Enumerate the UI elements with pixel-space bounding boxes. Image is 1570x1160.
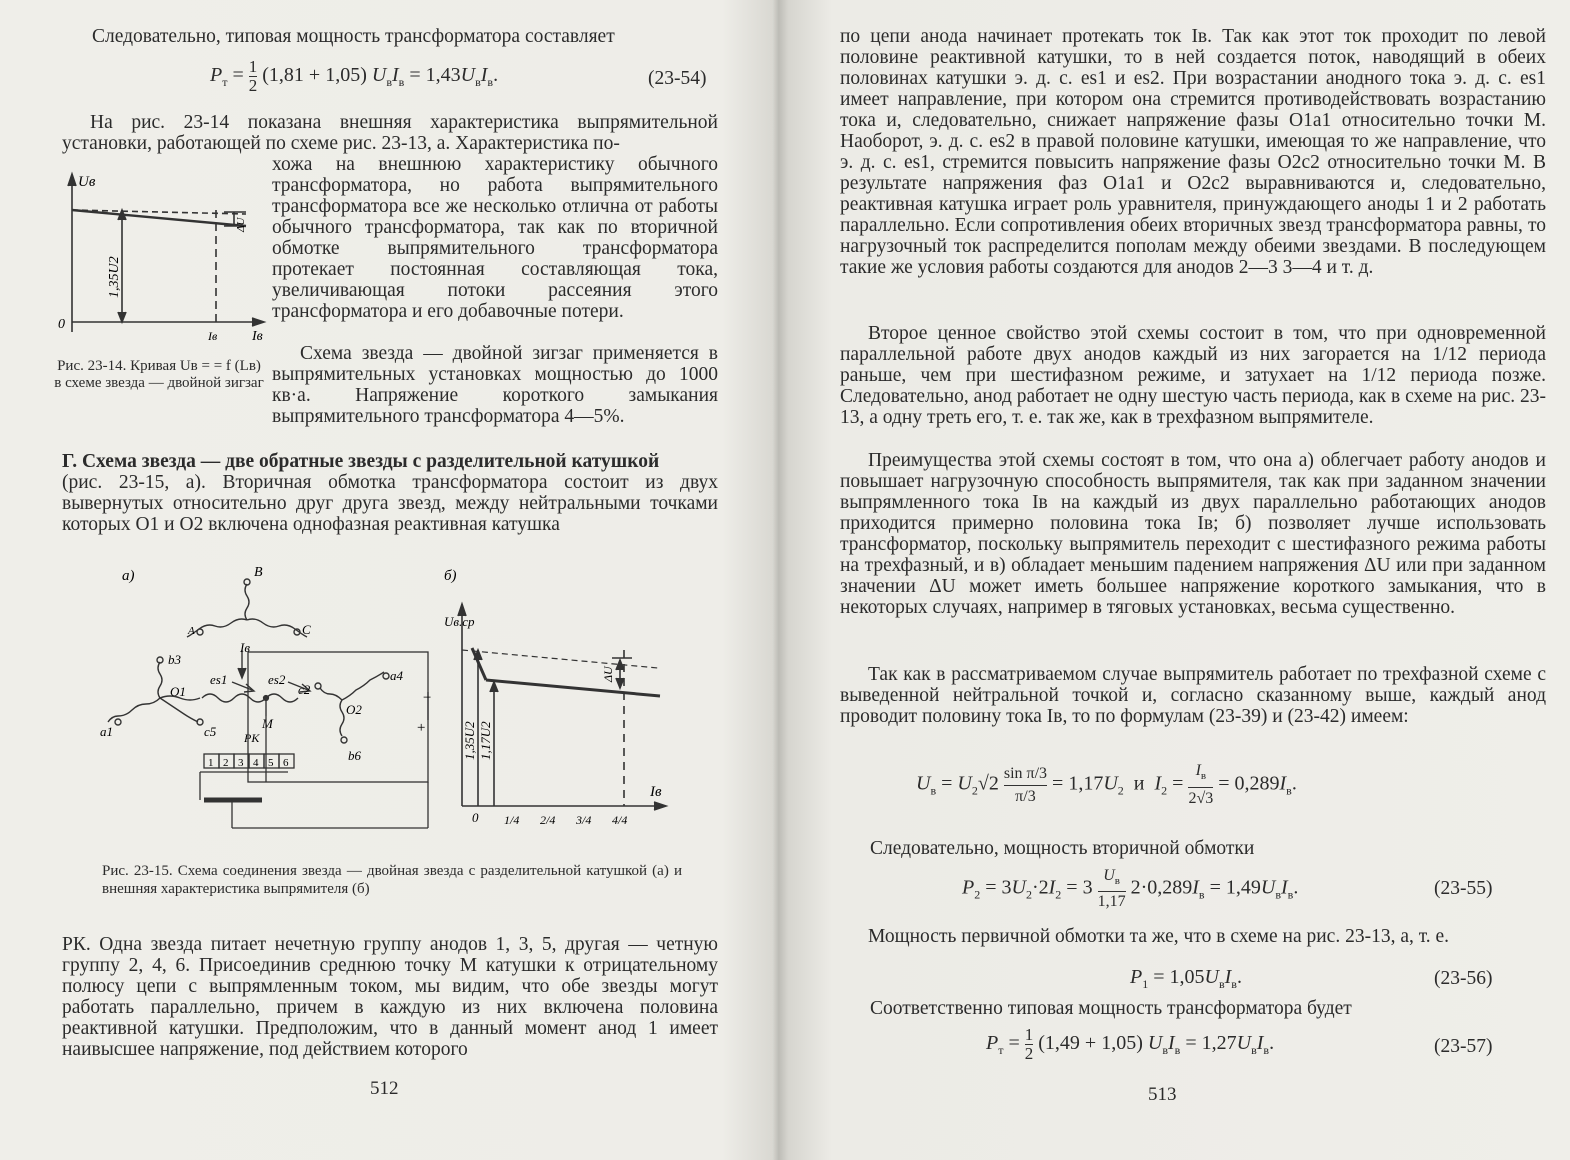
- origin-label: 0: [58, 317, 65, 332]
- anode-5: 5: [268, 757, 274, 769]
- tick-3: 3/4: [576, 813, 592, 827]
- b-delta: ΔU: [601, 666, 615, 682]
- label-b: б): [444, 568, 457, 584]
- equation-23-57: $P_т$ = $\frac{1}{2}$ (1,49 + 1,05) $U_вI_в = 1,27U_вI_в$.: [986, 1025, 1275, 1063]
- anode-blocks: [204, 754, 294, 769]
- x-mark: Iв: [208, 329, 218, 343]
- equation-number: (23-54): [648, 68, 707, 89]
- anode-4: 4: [253, 757, 259, 769]
- svg-text:B: B: [254, 565, 263, 580]
- paragraph-double-star: (рис. 23-15, а). Вторичная обмотка трансформатора состоит из двух вывернутых относительно друг друга звезд, между нейтральными точками которых O1 и O2 включена однофазная реактивная катушка: [62, 472, 718, 535]
- tick-2: 2/4: [540, 813, 556, 827]
- svg-text:M: M: [262, 716, 273, 731]
- tick-0: 0: [472, 810, 479, 825]
- b-y-label: Uв.ср: [444, 614, 475, 629]
- paragraph-zigzag: Схема звезда — двойной зигзаг применяется в выпрямительных установках мощностью до 1000 кв·а. Напряжение короткого замыкания выпрямительного трансформатора 4—5%.: [272, 343, 718, 427]
- paragraph-pk: РК. Одна звезда питает нечетную группу анодов 1, 3, 5, другая — четную группу 2, 4, 6. Присоединив среднюю точку M катушки к отрицательному полюсу цепи с выпрямленным током, мы видим, что обе звезды могут работать параллельно, причем в каждую из них включена половина реактивной катушки. Предположим, что в данный момент анод 1 имеет наивысшее напряжение, под действием которого: [62, 934, 718, 1060]
- svg-text:PK: PK: [244, 731, 260, 745]
- anode-2: 2: [223, 757, 229, 769]
- page-number-513: 513: [1148, 1084, 1177, 1105]
- equation-number: (23-55): [1434, 878, 1493, 899]
- paragraph-anode-current: по цепи анода начинает протекать ток Iв. Так как этот ток проходит по левой половине реактивной катушки, то в ней создается поток, наводящий в обеих половинах катушки э. д. с. es1 и es2. При возрастании анодного тока э. д. с. es1 имеет направление, при котором она стремится противодействовать возрастанию тока и, следовательно, снижает напряжение фазы O1a1 относительно точки M. Наоборот, э. д. с. es2 в правой половине катушки, имеющая то же направление, что э. д. с. es1, стремится повысить напряжение фазы O2c2 относительно точки M. В результате напряжения фаз O1a1 и O2c2 выравниваются и, следовательно, реактивная катушка играет роль уравнителя, принуждающего аноды 1 и 2 работать параллельно. Если сопротивления обеих вторичных звезд трансформатора равны, то нагрузочный ток распределится пополам между обеими звездами. В последующем такие же условия работы создаются для анодов 2—3 3—4 и т. д.: [840, 26, 1546, 278]
- anode-3: 3: [238, 757, 244, 769]
- svg-text:b3: b3: [168, 652, 181, 667]
- level-label: 1,35U2: [107, 256, 122, 298]
- paragraph-three-phase: Так как в рассматриваемом случае выпрямитель работает по трехфазной схеме с выведенной нейтральной точкой и, согласно сказанному выше, каждый анод проводит половину тока Iв, то по формулам (23-39) и (23-42) имеем:: [840, 664, 1546, 727]
- svg-text:a1: a1: [100, 724, 113, 739]
- characteristic-curve: [72, 210, 246, 226]
- svg-text:−: −: [422, 690, 433, 706]
- equation-number: (23-57): [1434, 1036, 1493, 1057]
- label-a: а): [122, 568, 135, 584]
- anode-6: 6: [283, 757, 289, 769]
- section-heading: Г. Схема звезда — две обратные звезды с разделительной катушкой: [62, 451, 660, 472]
- svg-text:es1: es1: [210, 672, 228, 687]
- svg-text:c5: c5: [204, 724, 217, 739]
- tick-1: 1/4: [504, 813, 520, 827]
- page-left: [0, 0, 780, 1160]
- paragraph-characteristic: хожа на внешнюю характеристику обычного трансформатора, но работа выпрямительного трансформатора все же несколько отлична от работы обычного трансформатора, так как по вторичной обмотке выпрямительного трансформатора протекает постоянная составляющая тока, увеличивающая потоки рассеяния этого трансформатора и его добавочные потери.: [272, 154, 718, 322]
- b-level2: 1,17U2: [478, 721, 493, 760]
- figure-23-15: [92, 560, 692, 860]
- y-label: Uв: [78, 174, 96, 190]
- equation-23-54: $P_т$ = $\frac{1}{2}$ (1,81 + 1,05) $U_вI_в = 1,43U_вI_в$.: [210, 57, 499, 95]
- figure-23-15-caption: Рис. 23-15. Схема соединения звезда — двойная звезда с разделительной катушкой (а) и внешняя характеристика выпрямителя (б): [102, 863, 682, 897]
- equation-number: (23-56): [1434, 968, 1493, 989]
- svg-text:b6: b6: [348, 748, 361, 763]
- svg-text:O1: O1: [170, 684, 186, 699]
- svg-text:a4: a4: [390, 668, 403, 683]
- equation-23-56: $P_1 = 1,05U_вI_в$.: [1130, 966, 1242, 991]
- svg-text:Iв: Iв: [240, 640, 250, 655]
- figure-23-14-caption: Рис. 23-14. Кривая Uв = = f (Lв) в схеме звезда — двойной зигзаг: [54, 358, 264, 391]
- figure-23-14: [56, 168, 276, 348]
- x-label: Iв: [252, 329, 263, 344]
- b-x-label: Iв: [650, 784, 662, 800]
- paragraph-fig14-intro: На рис. 23-14 показана внешняя характеристика выпрямительной установки, работающей по схеме рис. 23-13, а. Характеристика по-: [62, 112, 718, 154]
- delta-label: ΔU: [235, 217, 247, 232]
- b-level1: 1,35U2: [462, 721, 477, 760]
- svg-text:C: C: [302, 622, 311, 637]
- secondary-star-1: [108, 657, 203, 725]
- svg-text:O2: O2: [346, 702, 362, 717]
- paragraph-advantages: Преимущества этой схемы состоят в том, что она а) облегчает работу анодов и повышает нагрузочную способность выпрямителя, так как при заданном значении выпрямленного тока Iв на каждый из двух параллельно работающих анодов приходится примерно половина тока Iв; б) позволяет лучше использовать трансформатор, поскольку выпрямитель переходит с шестифазного режима работы на трехфазный, и в) обладает меньшим падением напряжения ΔU или при заданном значении ΔU может иметь большее напряжение короткого замыкания, что в некоторых случаях, например в тяговых установках, весьма существенно.: [840, 450, 1546, 618]
- line-secondary-power: Следовательно, мощность вторичной обмотки: [870, 838, 1255, 859]
- equation-main: $U_в = U_2√2$ $\frac{\text{sin π/3}}{\pi/3}$ = $1,17U_2$ и $I_2$ = $I_в$ 2√3 = $0,289I_в$.: [916, 762, 1297, 808]
- equation-23-55: $P_2 = 3U_2\cdot 2I_2 = 3$ $U_в$ 1,17 $2\cdot 0,289I_в = 1,49U_вI_в$.: [962, 867, 1299, 911]
- primary-star: [187, 579, 307, 637]
- anode-1: 1: [208, 757, 214, 769]
- page-number-512: 512: [370, 1078, 399, 1099]
- svg-text:A: A: [188, 625, 195, 637]
- svg-text:+: +: [416, 720, 427, 736]
- line-typical-power: Соответственно типовая мощность трансформатора будет: [870, 998, 1352, 1019]
- line-primary-power: Мощность первичной обмотки та же, что в схеме на рис. 23-13, а, т. е.: [868, 926, 1450, 947]
- svg-text:c2: c2: [298, 682, 311, 697]
- page-right: [790, 0, 1570, 1160]
- tick-4: 4/4: [612, 813, 628, 827]
- svg-text:es2: es2: [268, 672, 286, 687]
- paragraph-second-property: Второе ценное свойство этой схемы состоит в том, что при одновременной параллельной работе двух анодов каждый из них загорается на 1/12 периода раньше, чем при шестифазном режиме, и затухает на 1/12 периода позже. Следовательно, анод работает не одну шестую часть периода, как в схеме на рис. 23-13, а одну треть его, т. е. так же, как в трехфазном выпрямителе.: [840, 323, 1546, 428]
- intro-line: Следовательно, типовая мощность трансформатора составляет: [92, 26, 615, 47]
- characteristic-b: [458, 604, 666, 810]
